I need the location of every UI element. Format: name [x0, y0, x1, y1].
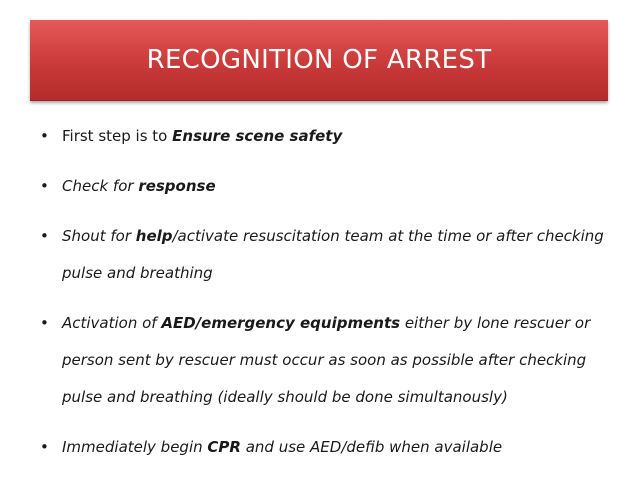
- bullet-text: Check for: [62, 177, 139, 195]
- bullet-dot: •: [40, 227, 49, 245]
- bullet-emphasis: response: [138, 177, 216, 195]
- bullet-item: [40, 218, 615, 292]
- bullet-dot: •: [40, 438, 49, 456]
- bullet-text: /activate resuscitation team at the time or after checking pulse and breathing: [62, 227, 604, 282]
- bullet-dot: •: [40, 177, 49, 195]
- bullet-item: [40, 305, 615, 416]
- bullet-text: and use AED/defib when available: [240, 438, 503, 456]
- bullet-item: [40, 429, 615, 466]
- bullet-text: Shout for: [62, 227, 136, 245]
- title-banner: [30, 20, 608, 101]
- bullet-emphasis: Ensure scene safety: [172, 127, 343, 145]
- bullet-emphasis: CPR: [207, 438, 241, 456]
- slide-title: RECOGNITION OF ARREST: [146, 45, 492, 75]
- bullet-text: First step is to: [62, 127, 173, 145]
- bullet-dot: •: [40, 314, 49, 332]
- bullet-text: either by lone rescuer or person sent by rescuer must occur as soon as possible after checking pulse and breathing (ideally should be done simultanously): [62, 314, 591, 406]
- bullet-list: [40, 120, 615, 479]
- bullet-emphasis: help: [135, 227, 173, 245]
- bullet-text: Activation of: [62, 314, 162, 332]
- bullet-item: [40, 168, 615, 205]
- bullet-dot: •: [40, 127, 49, 145]
- bullet-item: [40, 118, 615, 155]
- bullet-text: Immediately begin: [62, 438, 208, 456]
- bullet-emphasis: AED/emergency equipments: [161, 314, 401, 332]
